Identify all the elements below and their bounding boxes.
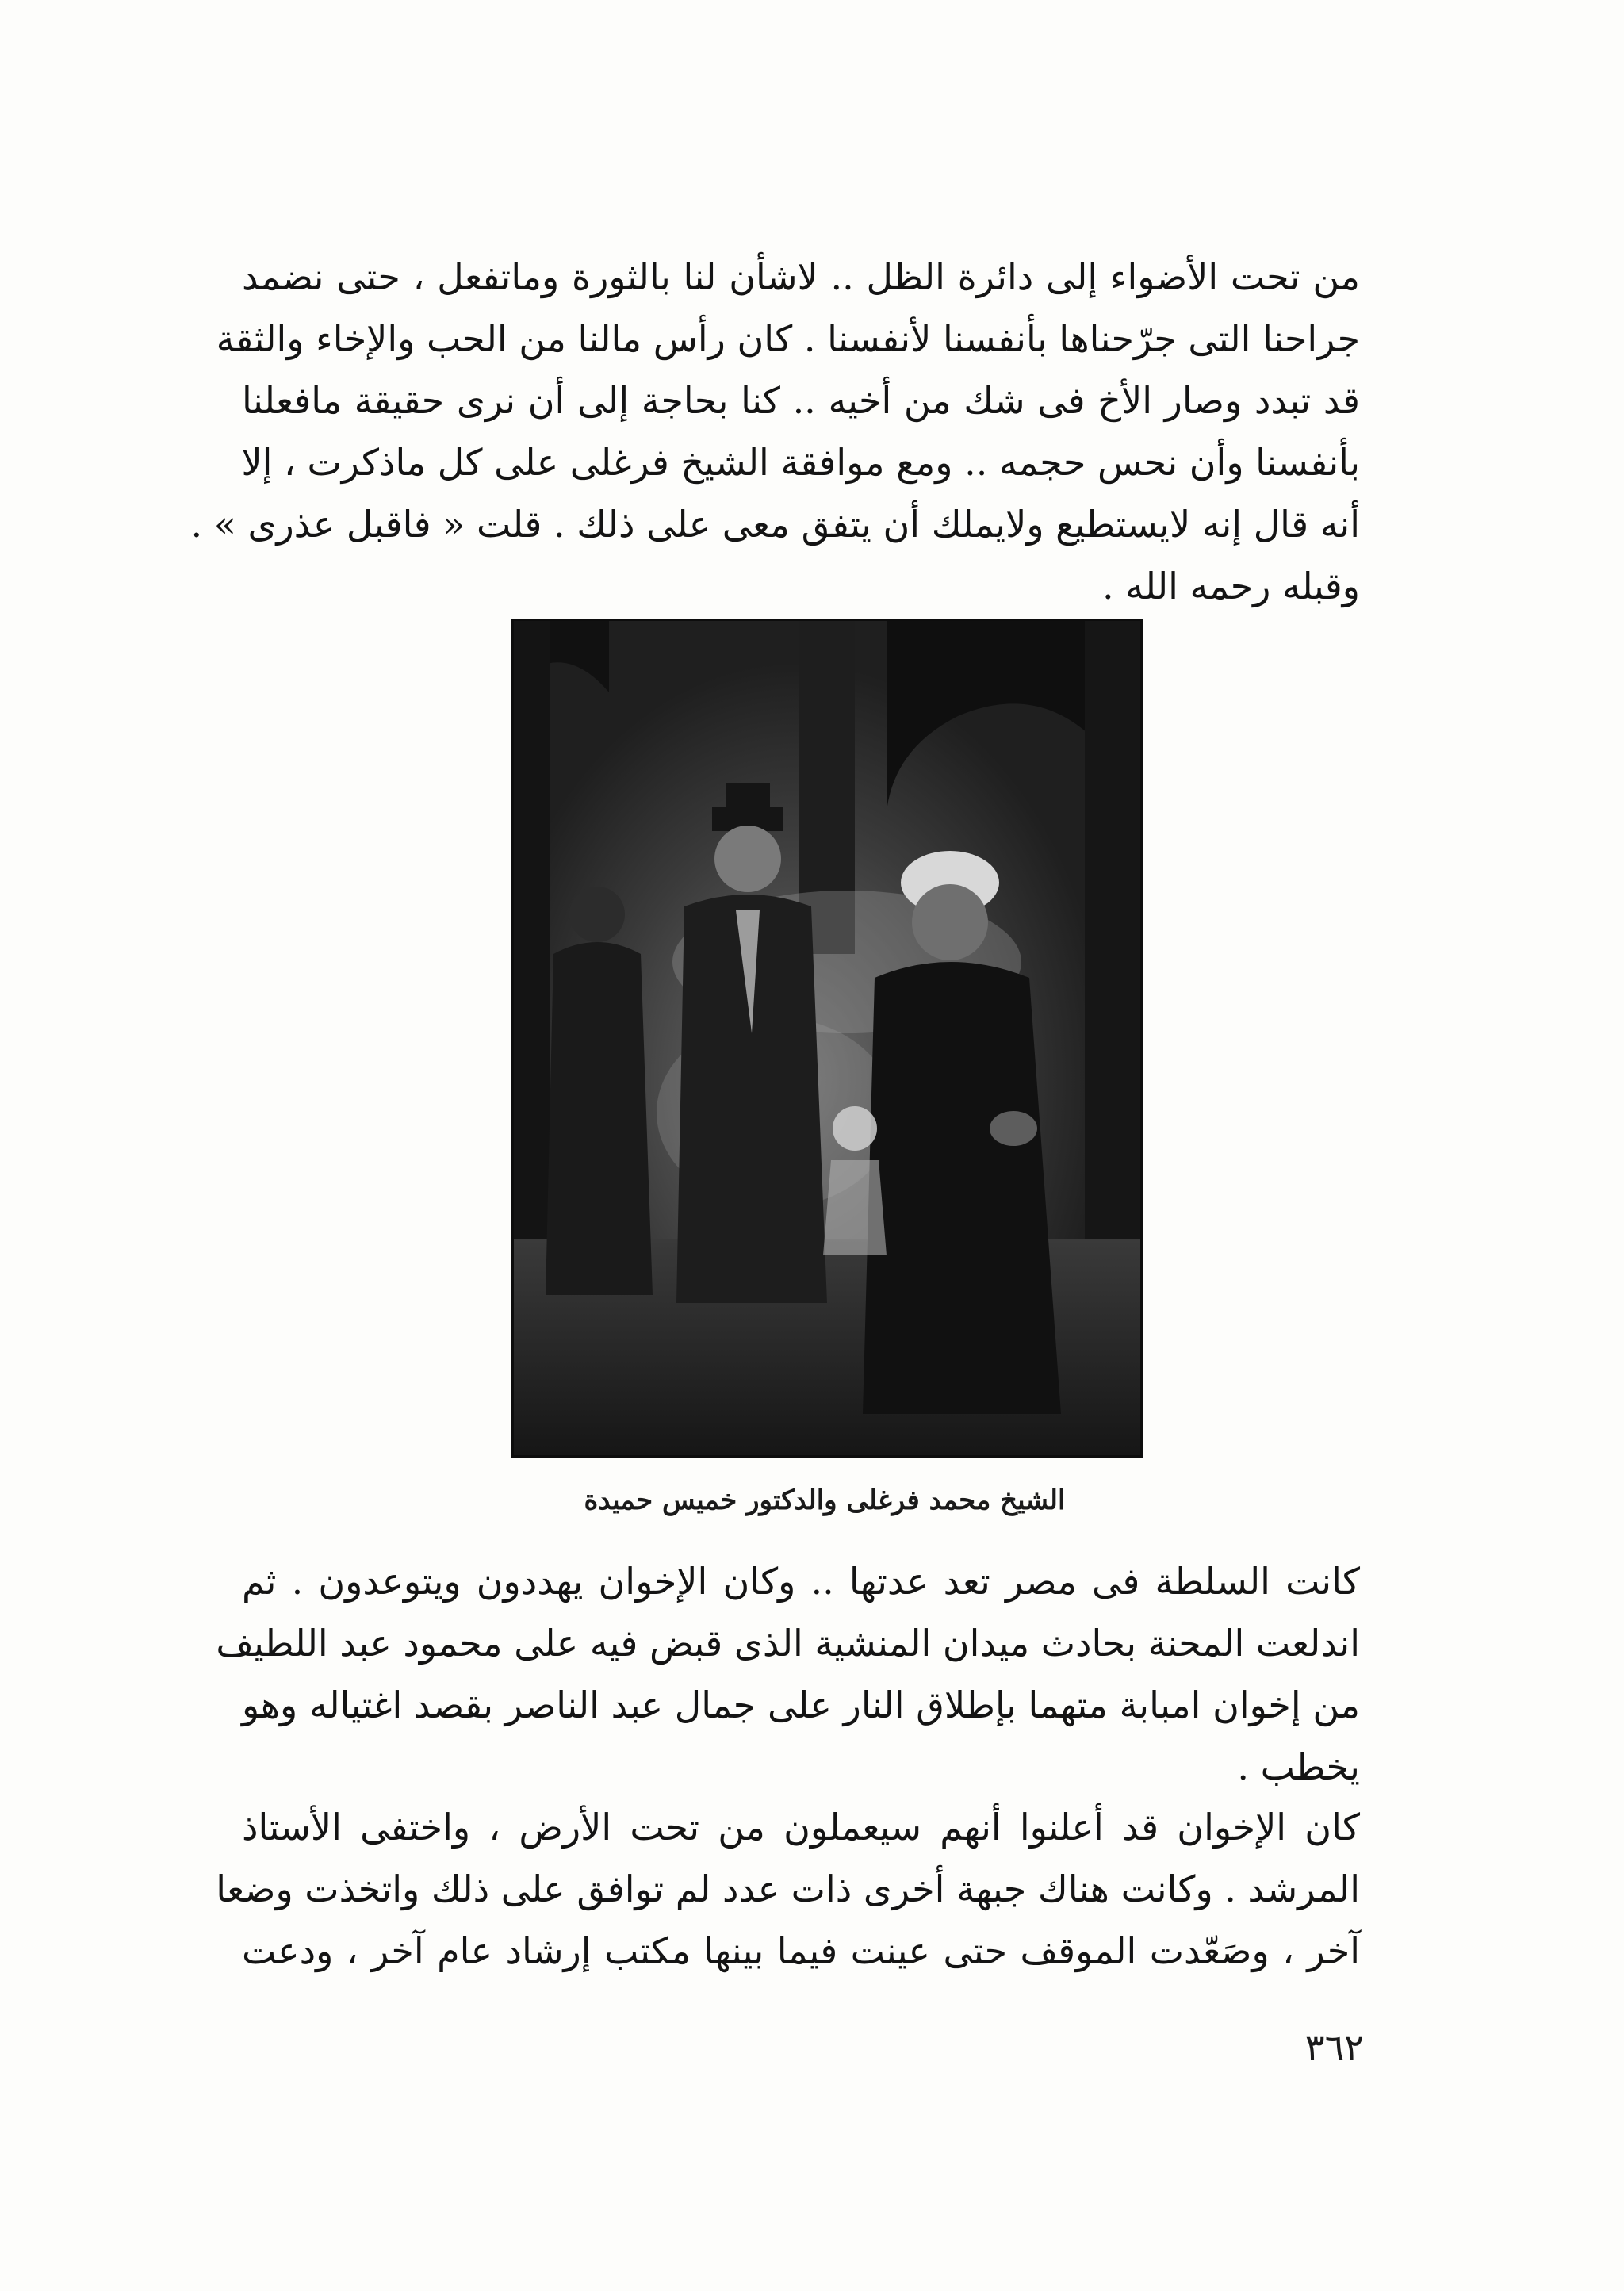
text-line: كان الإخوان قد أعلنوا أنهم سيعملون من تحت الأرض ، واختفى الأستاذ (242, 1806, 1360, 1849)
text-line: وقبله رحمه الله . (1101, 565, 1360, 607)
text-line: أنه قال إنه لايستطيع ولايملك أن يتفق معى على ذلك . قلت « فاقبل عذرى » . (190, 503, 1360, 546)
text-line: قد تبدد وصار الأخ فى شك من أخيه .. كنا بحاجة إلى أن نرى حقيقة مافعلنا (242, 379, 1360, 422)
text-line: اندلعت المحنة بحادث ميدان المنشية الذى قبض فيه على محمود عبد اللطيف (216, 1622, 1360, 1665)
text-line: بأنفسنا وأن نحس حجمه .. ومع موافقة الشيخ فرغلى على كل ماذكرت ، إلا (241, 441, 1360, 484)
photo-caption: الشيخ محمد فرغلى والدكتور خميس حميدة (584, 1485, 1066, 1516)
text-line: آخر ، وصَعّدت الموقف حتى عينت فيما بينها مكتب إرشاد عام آخر ، ودعت (242, 1929, 1360, 1972)
text-line: من إخوان امبابة متهما بإطلاق النار على جمال عبد الناصر بقصد اغتياله وهو (242, 1684, 1360, 1726)
text-line: المرشد . وكانت هناك جبهة أخرى ذات عدد لم توافق على ذلك واتخذت وضعا (216, 1868, 1360, 1910)
page-number: ٣٦٢ (1304, 2026, 1364, 2069)
paragraph-mid (216, 1550, 1360, 1798)
photo-illustration (514, 621, 1140, 1455)
text-line: من تحت الأضواء إلى دائرة الظل .. لاشأن لنا بالثورة وماتفعل ، حتى نضمد (242, 255, 1360, 298)
paragraph-top (190, 246, 1360, 617)
text-line: جراحنا التى جرّحناها بأنفسنا لأنفسنا . كان رأس مالنا من الحب والإخاء والثقة (216, 317, 1360, 360)
text-line: يخطب . (1237, 1745, 1360, 1788)
text-line: كانت السلطة فى مصر تعد عدتها .. وكان الإخوان يهددون ويتوعدون . ثم (242, 1560, 1360, 1603)
photograph (511, 619, 1143, 1458)
paragraph-bottom (216, 1796, 1360, 1982)
